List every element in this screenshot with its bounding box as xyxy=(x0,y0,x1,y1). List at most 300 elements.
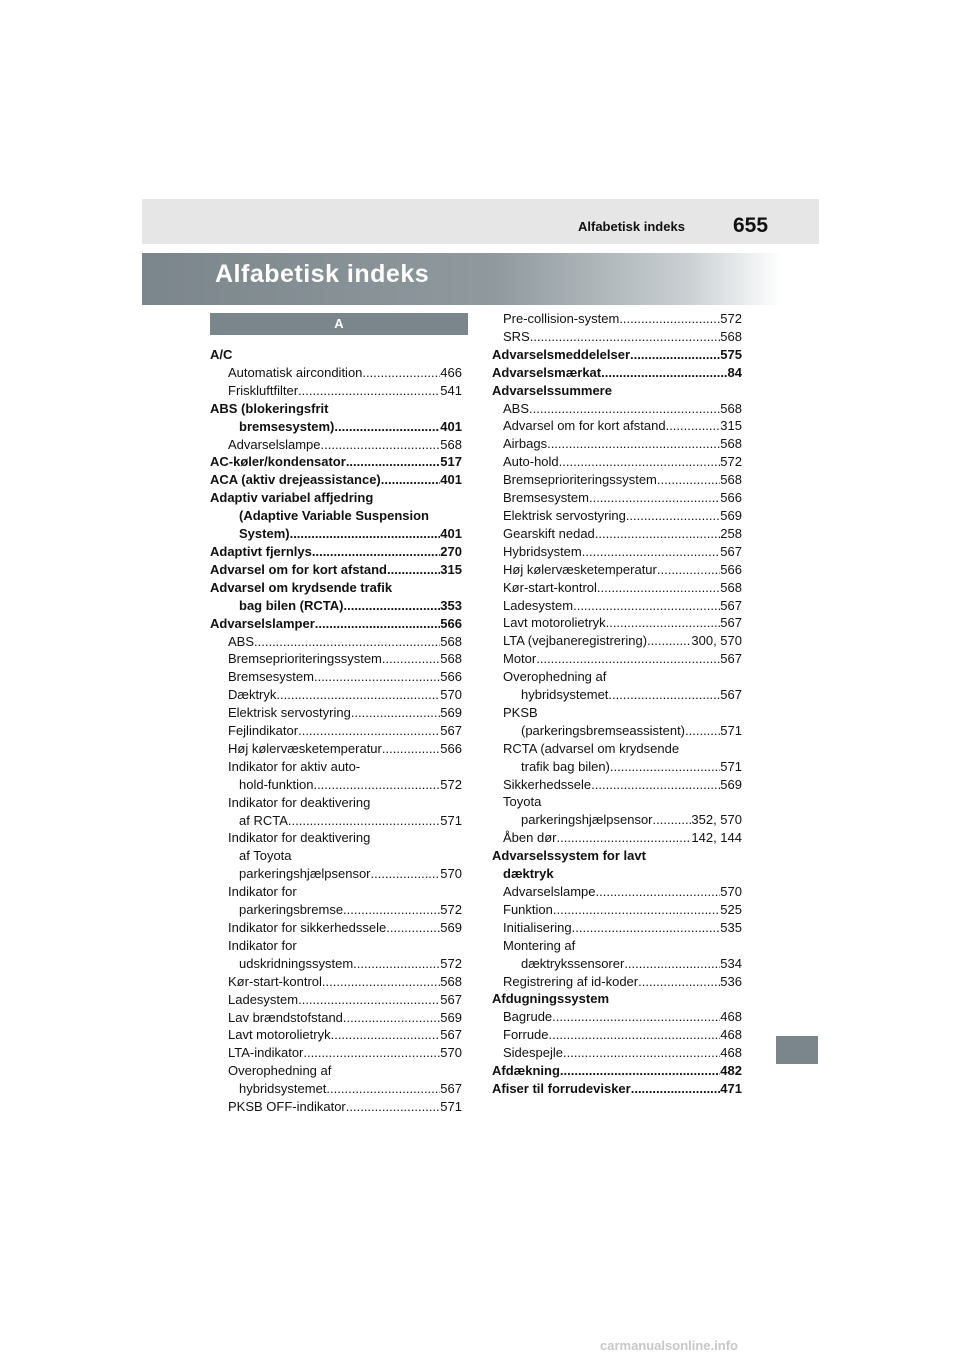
leader-dots xyxy=(595,525,721,543)
index-entry-label: Dæktryk xyxy=(228,687,277,703)
index-entry-label: ABS xyxy=(228,633,255,649)
index-entry-page: 471 xyxy=(720,1080,742,1096)
index-entry-label: Funktion xyxy=(503,901,553,917)
index-entry xyxy=(210,883,462,901)
index-entry-label: Afiser til forrudevisker xyxy=(492,1080,631,1096)
index-entry xyxy=(210,1098,462,1116)
index-entry-label: Indikator for xyxy=(228,937,297,953)
index-entry-label: Advarselsmærkat xyxy=(492,364,602,380)
leader-dots xyxy=(298,382,440,400)
index-entry-page: 566 xyxy=(720,490,742,506)
index-entry xyxy=(210,937,462,955)
index-entry xyxy=(492,525,742,543)
index-entry-label: Elektrisk servostyring xyxy=(228,705,351,721)
index-entry-page: 566 xyxy=(440,740,462,756)
leader-dots xyxy=(346,453,440,471)
index-entry xyxy=(492,1080,742,1098)
index-entry xyxy=(492,847,742,865)
index-entry xyxy=(492,417,742,435)
index-entry xyxy=(210,829,462,847)
index-entry-page: 569 xyxy=(440,705,462,721)
index-entry xyxy=(492,776,742,794)
index-entry-label: Høj kølervæsketemperatur xyxy=(228,740,382,756)
index-entry-label: Bremsesystem xyxy=(503,490,589,506)
index-entry-label: ABS (blokeringsfrit xyxy=(210,400,329,416)
index-entry xyxy=(492,543,742,561)
index-entry xyxy=(210,436,462,454)
leader-dots xyxy=(321,436,441,454)
index-entry-label: Registrering af id-koder xyxy=(503,973,639,989)
index-entry xyxy=(210,364,462,382)
index-entry xyxy=(210,722,462,740)
index-entry xyxy=(492,1026,742,1044)
index-entry xyxy=(210,471,462,489)
index-entry-page: 572 xyxy=(720,454,742,470)
index-entry xyxy=(492,704,742,722)
index-entry-label: Initialisering xyxy=(503,919,572,935)
index-entry xyxy=(492,1008,742,1026)
index-entry-label: Indikator for aktiv auto- xyxy=(228,758,361,774)
index-entry xyxy=(492,829,742,847)
index-entry-page: 567 xyxy=(440,1027,462,1043)
index-entry xyxy=(210,812,462,830)
index-entry-page: 569 xyxy=(440,920,462,935)
index-entry-page: 568 xyxy=(720,579,742,595)
index-entry xyxy=(492,614,742,632)
running-header-band xyxy=(142,199,819,244)
leader-dots xyxy=(608,686,720,704)
index-entry-page: 567 xyxy=(720,615,742,631)
index-entry-label: Advarselslampe xyxy=(228,436,321,452)
leader-dots xyxy=(601,364,727,382)
index-entry-label: Bremseprioriteringssystem xyxy=(228,651,382,667)
index-entry-label: Adaptivt fjernlys xyxy=(210,543,312,559)
index-entry xyxy=(492,955,742,973)
leader-dots xyxy=(591,776,720,794)
index-entry-page: 570 xyxy=(720,884,742,899)
index-entry-label: Overophedning af xyxy=(228,1063,332,1079)
index-entry-label: Ladesystem xyxy=(228,991,299,1007)
index-entry xyxy=(210,579,462,597)
index-entry-label: hold-funktion xyxy=(239,776,314,792)
leader-dots xyxy=(653,811,692,829)
index-entry-label: Gearskift nedad xyxy=(503,525,595,541)
index-entry xyxy=(492,883,742,901)
index-entry xyxy=(210,615,462,633)
index-entry-page: 84 xyxy=(727,364,742,380)
index-entry xyxy=(492,561,742,579)
leader-dots xyxy=(371,865,441,883)
index-entry-label: Montering af xyxy=(503,937,576,953)
leader-dots xyxy=(619,310,720,328)
page-number: 655 xyxy=(733,214,769,237)
index-entry-page: 567 xyxy=(720,543,742,559)
index-entry-label: Bagrude xyxy=(503,1009,553,1025)
leader-dots xyxy=(315,615,441,633)
leader-dots xyxy=(382,650,440,668)
index-entry-label: trafik bag bilen) xyxy=(521,758,610,774)
index-entry-page: 258 xyxy=(720,525,742,541)
index-entry xyxy=(492,328,742,346)
index-entry xyxy=(492,453,742,471)
index-entry-page: 353 xyxy=(440,597,462,613)
index-entry-page: 568 xyxy=(720,328,742,344)
leader-dots xyxy=(657,471,720,489)
index-entry xyxy=(210,991,462,1009)
index-entry-label: System) xyxy=(239,526,290,542)
index-entry xyxy=(210,704,462,722)
leader-dots xyxy=(624,955,720,973)
index-entry-label: ABS xyxy=(503,400,530,416)
index-entry-label: PKSB xyxy=(503,704,538,720)
index-entry-label: hybridsystemet xyxy=(239,1081,327,1097)
index-entry-label: Lavt motorolietryk xyxy=(228,1027,331,1043)
index-entry-label: (parkeringsbremseassistent) xyxy=(521,722,686,738)
index-entry-page: 468 xyxy=(720,1009,742,1025)
index-entry xyxy=(492,722,742,740)
leader-dots xyxy=(563,1044,720,1062)
index-entry-page: 568 xyxy=(440,436,462,452)
index-entry xyxy=(492,686,742,704)
index-entry-label: Lavt motorolietryk xyxy=(503,615,606,631)
index-entry-label: Afdugningssystem xyxy=(492,991,610,1007)
leader-dots xyxy=(638,973,720,991)
index-entry-label: Indikator for sikkerhedssele xyxy=(228,920,387,935)
index-entry-label: Motor xyxy=(503,651,537,667)
index-entry-label: Friskluftfilter xyxy=(228,382,299,398)
index-entry-label: Høj kølervæsketemperatur xyxy=(503,561,657,577)
index-entry-page: 466 xyxy=(440,364,462,380)
leader-dots xyxy=(582,543,721,561)
leader-dots xyxy=(343,901,440,919)
leader-dots xyxy=(626,507,720,525)
index-entry-page: 401 xyxy=(440,472,462,488)
index-entry xyxy=(210,561,462,579)
leader-dots xyxy=(553,901,720,919)
index-entry-label: af RCTA xyxy=(239,812,288,828)
leader-dots xyxy=(326,1080,440,1098)
index-entry xyxy=(210,847,462,865)
index-entry-label: Advarsel om for kort afstand xyxy=(503,418,666,434)
index-entry xyxy=(492,811,742,829)
index-entry xyxy=(492,740,742,758)
leader-dots xyxy=(547,435,720,453)
index-entry-label: Advarsel om for kort afstand xyxy=(210,561,387,577)
index-entry-page: 535 xyxy=(720,919,742,935)
index-entry-page: 568 xyxy=(440,633,462,649)
index-entry-page: 482 xyxy=(720,1063,742,1079)
leader-dots xyxy=(343,597,440,615)
index-entry-label: Lav brændstofstand xyxy=(228,1009,343,1025)
index-entry-page: 536 xyxy=(720,973,742,989)
index-entry xyxy=(210,346,462,364)
index-entry-page: 572 xyxy=(440,955,462,971)
index-entry-label: Afdækning xyxy=(492,1063,560,1079)
leader-dots xyxy=(560,1062,720,1080)
index-entry-page: 468 xyxy=(720,1045,742,1061)
index-entry xyxy=(210,1044,462,1062)
leader-dots xyxy=(685,722,720,740)
index-entry-page: 569 xyxy=(720,776,742,792)
index-entry-label: Bremseprioriteringssystem xyxy=(503,472,657,488)
index-entry-label: af Toyota xyxy=(239,848,292,864)
index-entry-label: Fejlindikator xyxy=(228,723,299,739)
index-entry-page: 570 xyxy=(440,1045,462,1061)
index-entry-label: Bremsesystem xyxy=(228,669,314,685)
index-entry xyxy=(492,865,742,883)
leader-dots xyxy=(597,579,720,597)
index-entry-page: 567 xyxy=(720,687,742,703)
index-entry-page: 568 xyxy=(720,436,742,452)
index-entry xyxy=(210,794,462,812)
leader-dots xyxy=(572,919,721,937)
index-entry-label: RCTA (advarsel om krydsende xyxy=(503,740,680,756)
leader-dots xyxy=(589,489,720,507)
index-column-left xyxy=(210,346,462,1116)
index-entry-label: Forrude xyxy=(503,1027,549,1043)
leader-dots xyxy=(298,991,440,1009)
leader-dots xyxy=(610,758,720,776)
leader-dots xyxy=(630,346,720,364)
index-entry xyxy=(492,901,742,919)
leader-dots xyxy=(529,400,720,418)
index-entry-label: ACA (aktiv drejeassistance) xyxy=(210,472,381,488)
index-entry-label: Overophedning af xyxy=(503,669,607,685)
index-entry-page: 315 xyxy=(440,561,462,577)
index-entry xyxy=(210,543,462,561)
index-entry-page: 572 xyxy=(720,311,742,326)
index-entry-label: Advarselslampe xyxy=(503,884,596,899)
index-entry xyxy=(492,489,742,507)
index-entry-label: Automatisk aircondition xyxy=(228,364,363,380)
index-entry-page: 567 xyxy=(440,723,462,739)
index-entry xyxy=(492,579,742,597)
index-entry xyxy=(210,525,462,543)
leader-dots xyxy=(362,364,440,382)
index-entry xyxy=(210,1026,462,1044)
index-entry-page: 572 xyxy=(440,776,462,792)
index-entry-label: Advarselssystem for lavt xyxy=(492,848,646,864)
index-entry-label: hybridsystemet xyxy=(521,687,609,703)
index-entry-label: Pre-collision-system xyxy=(503,311,620,326)
index-entry-label: Airbags xyxy=(503,436,548,452)
index-entry-page: 300, 570 xyxy=(691,633,742,649)
index-entry-page: 569 xyxy=(440,1009,462,1025)
leader-dots xyxy=(596,883,721,901)
index-entry-page: 575 xyxy=(720,346,742,362)
index-entry-label: Hybridsystem xyxy=(503,543,582,559)
index-entry-label: parkeringshjælpsensor xyxy=(239,866,371,882)
index-entry xyxy=(492,1062,742,1080)
index-entry-label: Åben dør xyxy=(503,830,557,846)
leader-dots xyxy=(343,1009,440,1027)
index-entry-label: bremsesystem) xyxy=(239,418,335,434)
index-entry-page: 567 xyxy=(440,1081,462,1097)
index-entry xyxy=(492,990,742,1008)
index-entry xyxy=(210,919,462,937)
index-entry-label: LTA (vejbaneregistrering) xyxy=(503,633,648,649)
index-letter-heading: A xyxy=(210,313,468,335)
index-entry-page: 401 xyxy=(440,418,462,434)
index-entry xyxy=(210,418,462,436)
index-entry-page: 401 xyxy=(440,526,462,542)
index-entry xyxy=(210,597,462,615)
index-entry-page: 568 xyxy=(720,400,742,416)
index-entry xyxy=(492,507,742,525)
index-entry xyxy=(210,400,462,418)
index-entry-page: 571 xyxy=(720,722,742,738)
index-entry-page: 569 xyxy=(720,507,742,523)
leader-dots xyxy=(556,829,691,847)
index-entry-page: 571 xyxy=(440,812,462,828)
leader-dots xyxy=(298,722,440,740)
index-entry-page: 566 xyxy=(440,669,462,685)
index-entry xyxy=(210,633,462,651)
index-entry-label: Kør-start-kontrol xyxy=(503,579,597,595)
index-entry-page: 570 xyxy=(440,866,462,882)
index-entry xyxy=(210,686,462,704)
leader-dots xyxy=(549,1026,721,1044)
index-entry xyxy=(492,1044,742,1062)
index-entry xyxy=(492,310,742,328)
index-entry xyxy=(492,973,742,991)
index-entry-label: Indikator for deaktivering xyxy=(228,830,371,846)
leader-dots xyxy=(331,1026,441,1044)
index-entry-page: 571 xyxy=(440,1099,462,1115)
index-entry xyxy=(492,471,742,489)
index-entry xyxy=(210,507,462,525)
index-entry-label: Advarselslamper xyxy=(210,615,315,631)
index-entry xyxy=(210,740,462,758)
index-entry-label: Indikator for xyxy=(228,884,297,900)
index-entry xyxy=(210,650,462,668)
index-entry xyxy=(492,793,742,811)
leader-dots xyxy=(313,776,440,794)
index-entry xyxy=(210,955,462,973)
index-entry-label: LTA-indikator xyxy=(228,1045,304,1061)
leader-dots xyxy=(351,704,440,722)
index-entry xyxy=(210,453,462,471)
index-entry-label: dæktrykssensorer xyxy=(521,955,625,971)
chapter-title: Alfabetisk indeks xyxy=(215,260,430,288)
leader-dots xyxy=(666,417,721,435)
leader-dots xyxy=(254,633,440,651)
index-column-right xyxy=(492,310,742,1098)
leader-dots xyxy=(631,1080,721,1098)
index-entry-page: 568 xyxy=(440,651,462,667)
leader-dots xyxy=(312,543,440,561)
index-entry-label: Auto-hold xyxy=(503,454,559,470)
index-entry-page: 541 xyxy=(440,382,462,398)
index-entry xyxy=(492,632,742,650)
leader-dots xyxy=(552,1008,720,1026)
index-entry xyxy=(210,1009,462,1027)
leader-dots xyxy=(382,740,440,758)
index-entry-label: Indikator for deaktivering xyxy=(228,794,371,810)
index-entry-label: parkeringsbremse xyxy=(239,902,344,918)
index-entry xyxy=(492,650,742,668)
index-entry xyxy=(210,1062,462,1080)
index-entry-page: 566 xyxy=(440,615,462,631)
index-entry xyxy=(210,776,462,794)
leader-dots xyxy=(530,328,721,346)
index-entry-label: udskridningssystem xyxy=(239,955,354,971)
index-entry xyxy=(210,973,462,991)
index-entry-label: bag bilen (RCTA) xyxy=(239,597,344,613)
index-entry xyxy=(210,489,462,507)
index-entry-label: Toyota xyxy=(503,794,542,810)
thumb-index-tab xyxy=(776,1036,818,1064)
index-entry-page: 567 xyxy=(720,597,742,613)
index-entry xyxy=(492,597,742,615)
index-entry-label: Elektrisk servostyring xyxy=(503,507,626,523)
index-entry xyxy=(492,382,742,400)
index-entry-page: 352, 570 xyxy=(691,812,742,828)
leader-dots xyxy=(314,668,440,686)
index-entry-label: SRS xyxy=(503,328,530,344)
leader-dots xyxy=(386,919,440,937)
index-entry-label: Ladesystem xyxy=(503,597,574,613)
leader-dots xyxy=(353,955,440,973)
index-entry-page: 534 xyxy=(720,955,742,971)
leader-dots xyxy=(334,418,440,436)
index-entry xyxy=(210,901,462,919)
index-entry-page: 566 xyxy=(720,561,742,577)
index-entry-page: 570 xyxy=(440,687,462,703)
index-entry-page: 525 xyxy=(720,901,742,917)
index-entry-page: 568 xyxy=(720,472,742,488)
index-entry-page: 568 xyxy=(440,973,462,989)
index-entry xyxy=(210,758,462,776)
leader-dots xyxy=(559,453,721,471)
leader-dots xyxy=(387,561,440,579)
index-entry-label: Advarselsmeddelelser xyxy=(492,346,631,362)
index-entry-label: PKSB OFF-indikator xyxy=(228,1099,346,1115)
index-entry-page: 270 xyxy=(440,543,462,559)
index-entry-page: 468 xyxy=(720,1027,742,1043)
index-entry-label: Advarsel om krydsende trafik xyxy=(210,579,393,595)
index-entry-label: Sikkerhedssele xyxy=(503,776,592,792)
leader-dots xyxy=(606,614,721,632)
index-entry-label: A/C xyxy=(210,347,233,362)
leader-dots xyxy=(322,973,440,991)
index-entry-page: 517 xyxy=(440,454,462,470)
index-entry xyxy=(210,1080,462,1098)
index-entry-page: 571 xyxy=(720,758,742,774)
leader-dots xyxy=(276,686,440,704)
leader-dots xyxy=(381,471,441,489)
index-entry-page: 142, 144 xyxy=(691,830,742,846)
index-entry-label: (Adaptive Variable Suspension xyxy=(239,508,429,524)
index-entry-label: Kør-start-kontrol xyxy=(228,973,322,989)
leader-dots xyxy=(647,632,691,650)
index-entry-page: 567 xyxy=(720,651,742,667)
index-entry-label: Adaptiv variabel affjedring xyxy=(210,490,374,506)
leader-dots xyxy=(346,1098,441,1116)
index-entry xyxy=(492,919,742,937)
index-entry xyxy=(492,435,742,453)
leader-dots xyxy=(573,597,720,615)
index-entry xyxy=(492,937,742,955)
index-entry xyxy=(492,364,742,382)
index-entry xyxy=(210,865,462,883)
index-entry-label: AC-køler/kondensator xyxy=(210,454,346,470)
index-entry-label: Sidespejle xyxy=(503,1045,563,1061)
index-entry xyxy=(492,668,742,686)
index-entry-label: Advarselssummere xyxy=(492,382,612,398)
index-entry xyxy=(492,758,742,776)
index-entry xyxy=(492,346,742,364)
